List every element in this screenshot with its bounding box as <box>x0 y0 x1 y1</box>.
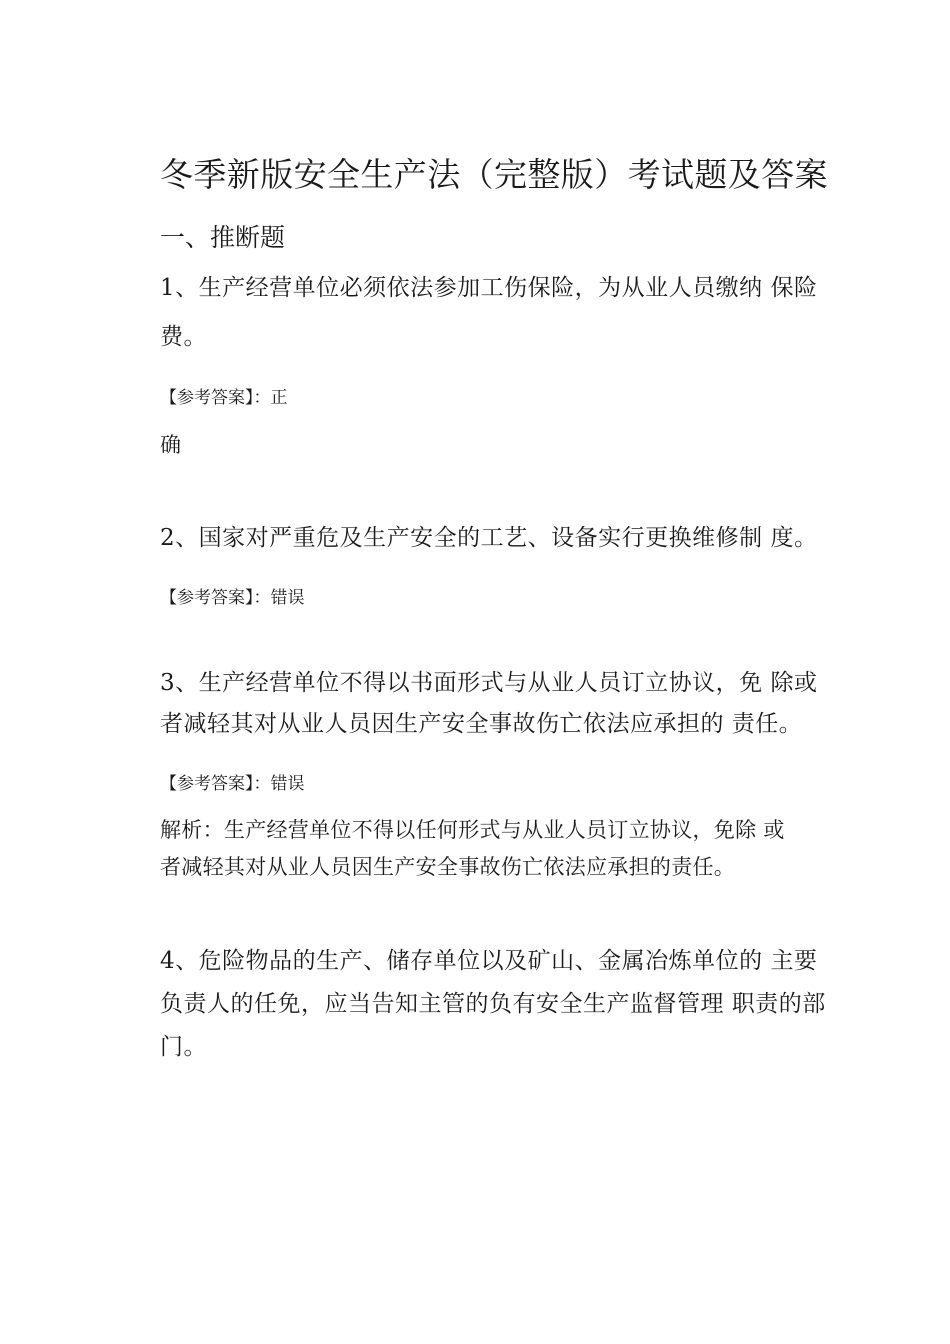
question-4-line-2: 负责人的任免，应当告知主管的负有安全生产监督管理 职责的部 <box>160 991 826 1017</box>
question-3-explanation-line-2: 者减轻其对从业人员因生产安全事故伤亡依法应承担的责任。 <box>160 855 736 879</box>
question-4-line-1: 4、危险物品的生产、储存单位以及矿山、金属冶炼单位的 主要 <box>160 948 818 974</box>
question-3-line-2: 者减轻其对从业人员因生产安全事故伤亡依法应承担的 责任。 <box>160 711 803 737</box>
question-3-answer: 【参考答案】：错误 <box>160 774 305 794</box>
question-1-line-2: 费。 <box>160 324 207 350</box>
page-title: 冬季新版安全生产法（完整版）考试题及答案 <box>160 155 828 194</box>
question-4-line-3: 门。 <box>160 1034 207 1060</box>
section-heading: 一、推断题 <box>160 223 286 252</box>
question-3-explanation-line-1: 解析：生产经营单位不得以任何形式与从业人员订立协议，免除 或 <box>160 818 785 842</box>
question-1-answer: 【参考答案】：正 <box>160 388 288 408</box>
question-2-answer: 【参考答案】：错误 <box>160 588 305 608</box>
question-3-line-1: 3、生产经营单位不得以书面形式与从业人员订立协议，免 除或 <box>160 670 818 696</box>
question-2-line-1: 2、国家对严重危及生产安全的工艺、设备实行更换维修制 度。 <box>160 525 818 551</box>
question-1-line-1: 1、生产经营单位必须依法参加工伤保险，为从业人员缴纳 保险 <box>160 275 818 301</box>
question-1-answer-continuation: 确 <box>160 433 181 457</box>
